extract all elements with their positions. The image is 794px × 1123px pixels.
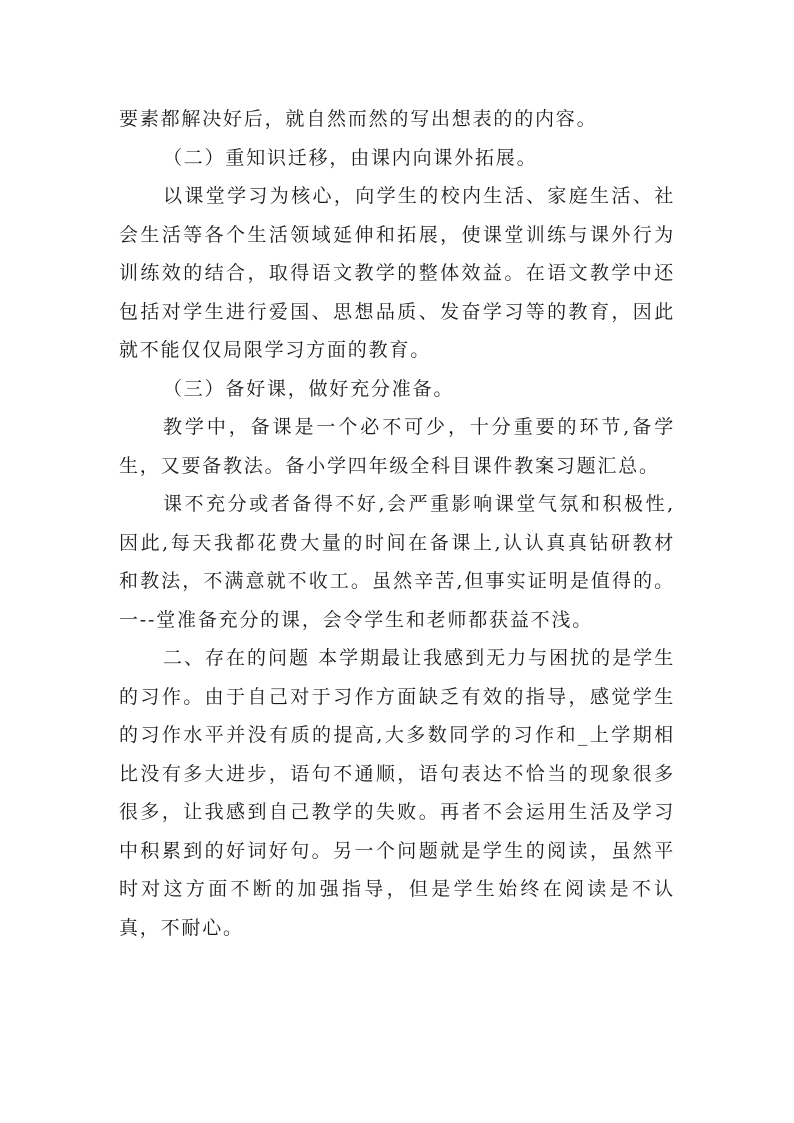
document-body <box>119 100 675 947</box>
section-heading-3: （三）备好课，做好充分准备。 <box>163 377 455 400</box>
paragraph-prep-importance: 课不充分或者备得不好,会严重影响课堂气氛和积极性,因此,每天我都花费大量的时间在备课上,认认真真钻研教材和教法，不满意就不收工。虽然辛苦,但事实证明是值得的。一--堂准备充分的课，会令学生和老师都获益不浅。 <box>119 493 675 631</box>
paragraph-classroom-extension: 以课堂学习为核心，向学生的校内生活、家庭生活、社会生活等各个生活领域延伸和拓展，使课堂训练与课外行为训练效的结合，取得语文教学的整体效益。在语文教学中还包括对学生进行爱国、思想品质、发奋学习等的教育，因此就不能仅仅局限学习方面的教育。 <box>119 185 675 361</box>
paragraph-lesson-prep: 教学中，备课是一个必不可少，十分重要的环节,备学生，又要备教法。备小学四年级全科目课件教案习题汇总。 <box>119 416 675 477</box>
paragraph-problems: 二、存在的问题 本学期最让我感到无力与困扰的是学生的习作。由于自己对于习作方面缺乏有效的指导，感觉学生的习作水平并没有质的提高,大多数同学的习作和_上学期相比没有多大进步，语句不通顺，语句表达不恰当的现象很多很多，让我感到自己教学的失败。再者不会运用生活及学习中积累到的好词好句。另一个问题就是学生的阅读，虽然平时对这方面不断的加强指导，但是学生始终在阅读是不认真，不耐心。 <box>119 647 675 939</box>
paragraph-continuation: 要素都解决好后，就自然而然的写出想表的的内容。 <box>119 108 598 130</box>
section-heading-2: （二）重知识迁移，由课内向课外拓展。 <box>163 146 538 169</box>
